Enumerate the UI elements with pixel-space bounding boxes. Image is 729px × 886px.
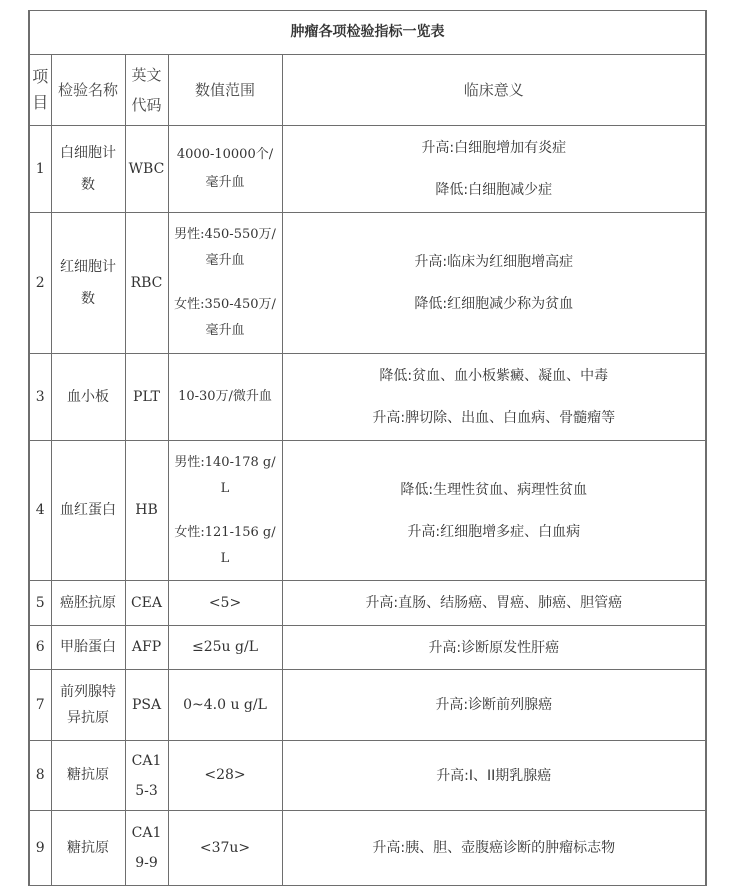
row-meaning (282, 213, 706, 354)
meaning-line: 升高:白细胞增加有炎症 (421, 140, 567, 156)
range-line: 女性:350-450万/毫升血 (174, 297, 276, 338)
header-range: 数值范围 (168, 55, 282, 126)
row-range (168, 354, 282, 441)
meaning-line: 升高:诊断前列腺癌 (435, 697, 553, 713)
row-code: CA15-3 (125, 741, 168, 811)
row-code: AFP (125, 626, 168, 670)
row-meaning (282, 581, 706, 626)
meaning-line: 降低:贫血、血小板紫癜、凝血、中毒 (379, 368, 609, 384)
row-test-name: 前列腺特异抗原 (51, 670, 125, 741)
table-row (29, 441, 706, 581)
range-line: 10-30万/微升血 (178, 389, 272, 404)
row-range: <37u> (168, 811, 282, 886)
meaning-line: 升高:I、II期乳腺癌 (436, 767, 552, 784)
row-test-name: 糖抗原 (51, 741, 125, 811)
title-row (29, 11, 706, 55)
tumor-markers-table (28, 10, 707, 886)
header-name: 检验名称 (51, 55, 125, 126)
row-range: <28> (168, 741, 282, 811)
row-number: 8 (29, 741, 51, 811)
row-number: 7 (29, 670, 51, 741)
table-row (29, 213, 706, 354)
range-line: 男性:450-550万/毫升血 (174, 227, 276, 268)
table-row (29, 354, 706, 441)
row-range (168, 441, 282, 581)
meaning-line: 降低:红细胞减少称为贫血 (414, 296, 574, 312)
table-row (29, 670, 706, 741)
header-row (29, 55, 706, 126)
table-row (29, 626, 706, 670)
range-line: 男性:140-178 g/L (174, 454, 276, 496)
row-number: 3 (29, 354, 51, 441)
row-number: 9 (29, 811, 51, 886)
table-row (29, 741, 706, 811)
row-test-name: 血红蛋白 (51, 441, 125, 581)
meaning-line: 升高:诊断原发性肝癌 (428, 639, 560, 656)
row-meaning (282, 441, 706, 581)
header-item: 项目 (29, 55, 51, 126)
table-row (29, 126, 706, 213)
row-code: PLT (125, 354, 168, 441)
meaning-line: 降低:生理性贫血、病理性贫血 (400, 481, 588, 498)
meaning-line: 升高:胰、胆、壶腹癌诊断的肿瘤标志物 (372, 840, 616, 856)
header-code: 英文代码 (125, 55, 168, 126)
row-meaning (282, 354, 706, 441)
range-line: 女性:121-156 g/L (174, 524, 276, 566)
row-range (168, 213, 282, 354)
row-number: 6 (29, 626, 51, 670)
table-row (29, 581, 706, 626)
table-title: 肿瘤各项检验指标一览表 (29, 11, 706, 55)
row-test-name: 糖抗原 (51, 811, 125, 886)
row-code: PSA (125, 670, 168, 741)
row-range: <5> (168, 581, 282, 626)
row-test-name: 癌胚抗原 (51, 581, 125, 626)
range-line: 4000-10000个/毫升血 (176, 147, 274, 190)
row-meaning (282, 126, 706, 213)
row-code: HB (125, 441, 168, 581)
row-code: CA19-9 (125, 811, 168, 886)
row-test-name: 甲胎蛋白 (51, 626, 125, 670)
row-meaning (282, 741, 706, 811)
header-meaning: 临床意义 (282, 55, 706, 126)
row-number: 1 (29, 126, 51, 213)
meaning-line: 升高:直肠、结肠癌、胃癌、肺癌、胆管癌 (365, 595, 623, 611)
meaning-line: 升高:红细胞增多症、白血病 (407, 523, 581, 540)
row-meaning (282, 626, 706, 670)
row-range (168, 126, 282, 213)
row-meaning (282, 811, 706, 886)
row-test-name: 红细胞计数 (51, 213, 125, 354)
meaning-line: 升高:临床为红细胞增高症 (414, 254, 574, 270)
row-range: ≤25u g/L (168, 626, 282, 670)
row-meaning (282, 670, 706, 741)
row-code: CEA (125, 581, 168, 626)
row-code: RBC (125, 213, 168, 354)
row-code: WBC (125, 126, 168, 213)
row-number: 5 (29, 581, 51, 626)
meaning-line: 升高:脾切除、出血、白血病、骨髓瘤等 (372, 410, 616, 426)
table-row (29, 811, 706, 886)
row-number: 4 (29, 441, 51, 581)
row-test-name: 血小板 (51, 354, 125, 441)
meaning-line: 降低:白细胞减少症 (435, 182, 553, 198)
row-number: 2 (29, 213, 51, 354)
row-range: 0~4.0 u g/L (168, 670, 282, 741)
row-test-name: 白细胞计数 (51, 126, 125, 213)
